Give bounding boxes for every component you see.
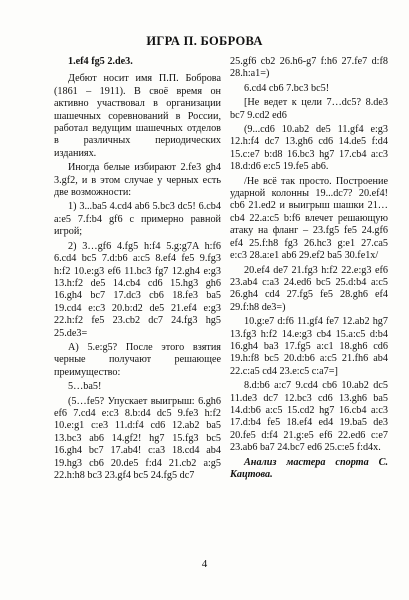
paragraph: Иногда белые избирают 2.fe3 gh4 3.gf2, и в этом случае у черных есть две возможности: xyxy=(54,162,221,199)
right-column xyxy=(230,56,388,483)
paragraph: 20.ef4 de7 21.fg3 h:f2 22.e:g3 ef6 23.ab4 c:a3 24.ed6 bc5 25.d:b4 a:c5 26.gh4 cd4 27.fg5 fe5 28.gh6 ef4 29.f:h8 de3=) xyxy=(230,264,388,313)
paragraph: [Не ведет к цели 7…dc5? 8.de3 bc7 9.cd2 ed6 xyxy=(230,97,388,121)
paragraph: 1) 3...ba5 4.cd4 ab6 5.bc3 dc5! 6.cb4 a:e5 7.f:b4 gf6 с примерно равной игрой; xyxy=(54,201,221,238)
paragraph: А) 5.e:g5? После этого взятия черные получают решающее преимущество: xyxy=(54,341,221,378)
paragraph: 25.gf6 cb2 26.h6-g7 f:h6 27.fe7 d:f8 28.h:a1=) xyxy=(230,56,388,80)
paragraph: 5…ba5! xyxy=(68,381,102,393)
paragraph: 6.cd4 cb6 7.bc3 bc5! xyxy=(244,82,330,94)
paragraph: (9...cd6 10.ab2 de5 11.gf4 e:g3 12.h:f4 dc7 13.gh6 cd6 14.de5 f:d4 15.c:e7 b:d8 16.bc3 hg7 17.cb4 a:c3 18.d:d6 e:c5 19.fe5 ab6. xyxy=(230,124,388,173)
paragraph: Дебют носит имя П.П. Боброва (1861 – 1911). В своё время он активно участвовал в организации шашечных соревнований в России, работал ведущим шашечных отделов в различных периодических изданиях. xyxy=(54,73,221,159)
analysis-signature: Анализ мастера спорта С. Кацтова. xyxy=(230,456,388,480)
paragraph: 2) 3…gf6 4.fg5 h:f4 5.g:g7A h:f6 6.cd4 bc5 7.d:b6 a:c5 8.ef4 fe5 9.fg3 h:f2 10.e:g3 ef6 11.bc3 fg7 12.gh4 e:g3 13.h:f2 de5 14.cb4 cd6 15.hg3 gh6 16.gh4 bc7 17.dc3 cb6 18.fe3 ba5 19.cd4 e:c3 20.b:d2 de5 21.ef4 e:g3 22.h:f2 fe5 23.cb2 dc7 24.fg3 hg5 25.de3= xyxy=(54,240,221,339)
page-number: 4 xyxy=(201,558,208,570)
paragraph: (5…fe5? Упускает выигрыш: 6.gh6 ef6 7.cd4 e:c3 8.b:d4 dc5 9.fe3 h:f2 10.e:g1 c:e3 11.d:f4 cd6 12.ab2 ba5 13.bc3 ab6 14.gf2! hg7 15.fg3 bc5 16.gh4 bc7 17.ab4! c:a3 18.cd4 ab4 19.hg3 cb6 20.de5 f:d4 21.cb2 a:g5 22.h:h8 bc3 23.gf4 bc5 24.fg5 dc7 xyxy=(54,395,221,481)
left-column xyxy=(54,56,221,484)
paragraph: /Не всё так просто. Построение ударной колонны 19...dc7? 20.ef4! cb6 21.ed2 и выигрыш шашки 21…cb4 22.a:c5 b:f6 влечет решающую атаку на фланг – 23.fg5 fe5 24.gf6 ef4 25.f:h8 fg3 26.hc3 g:e1 27.ca5 e:c3 28.a:e1 ab6 29.ef2 ba5 30.fe1x/ xyxy=(230,175,388,262)
paragraph: 8.d:b6 a:c7 9.cd4 cb6 10.ab2 dc5 11.de3 dc7 12.bc3 cd6 13.gh6 ba5 14.d:b6 a:c5 15.cd2 hg7 16.cb4 a:c3 17.d:b4 fe5 18.ef4 ed4 19.ba5 de3 20.fe5 d:f4 21.g:e5 ef6 22.ed6 c:e7 23.ab6 ba7 24.bc7 ed6 25.c:e5 f:d4x. xyxy=(230,380,388,454)
page-title: ИГРА П. БОБРОВА xyxy=(146,34,263,48)
opening-moves: 1.ef4 fg5 2.de3. xyxy=(68,56,133,67)
paragraph: 10.g:e7 d:f6 11.gf4 fe7 12.ab2 hg7 13.fg3 h:f2 14.e:g3 cb4 15.a:c5 d:b4 16.gh4 ba3 17.fg5 a:c1 18.gh6 cd6 19.h:f8 bc5 20.d:b6 a:c5 21.fh6 ab4 22.c:a5 cd4 23.e:c5 c:a7=] xyxy=(230,316,388,377)
